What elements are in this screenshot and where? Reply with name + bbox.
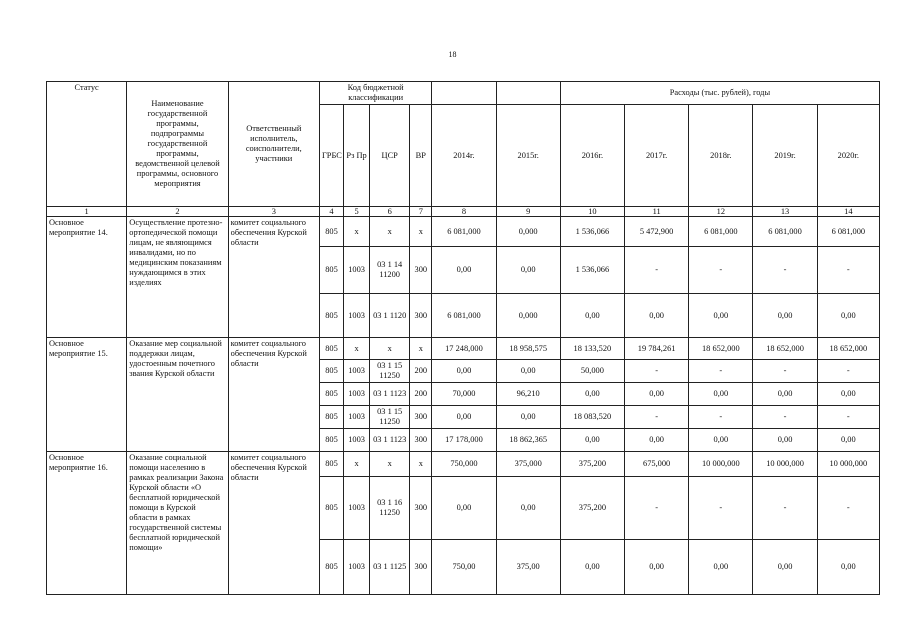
- cell-vr: 300: [410, 294, 432, 338]
- header-csr: ЦСР: [370, 105, 410, 207]
- cell-amount: 0,00: [817, 429, 879, 452]
- cell-grbs: 805: [319, 294, 343, 338]
- header-responsible: Ответственный исполнитель, соисполнители, участники: [228, 82, 319, 207]
- cell-amount: 6 081,000: [689, 217, 753, 247]
- cell-grbs: 805: [319, 477, 343, 540]
- row-responsible: комитет социального обеспечения Курской области: [228, 452, 319, 595]
- cell-vr: х: [410, 217, 432, 247]
- cell-amount: 18 958,575: [496, 338, 560, 360]
- column-number: 6: [370, 207, 410, 217]
- row-status: Основное мероприятие 16.: [47, 452, 127, 595]
- header-year-2020: 2020г.: [817, 105, 879, 207]
- cell-grbs: 805: [319, 217, 343, 247]
- header-expenses: Расходы (тыс. рублей), годы: [560, 82, 879, 105]
- cell-amount: 6 081,000: [432, 217, 496, 247]
- column-number: 8: [432, 207, 496, 217]
- header-vr: ВР: [410, 105, 432, 207]
- cell-csr: х: [370, 338, 410, 360]
- cell-amount: -: [689, 247, 753, 294]
- cell-amount: 0,000: [496, 217, 560, 247]
- cell-amount: -: [817, 360, 879, 383]
- cell-amount: -: [753, 477, 817, 540]
- cell-rzpr: 1003: [344, 540, 370, 595]
- cell-amount: 10 000,000: [689, 452, 753, 477]
- cell-vr: х: [410, 452, 432, 477]
- cell-rzpr: х: [344, 452, 370, 477]
- header-year-2018: 2018г.: [689, 105, 753, 207]
- cell-amount: 0,00: [432, 477, 496, 540]
- cell-amount: 0,00: [496, 247, 560, 294]
- column-number: 1: [47, 207, 127, 217]
- cell-amount: 0,00: [496, 360, 560, 383]
- cell-amount: 750,00: [432, 540, 496, 595]
- cell-amount: 17 178,000: [432, 429, 496, 452]
- column-number: 13: [753, 207, 817, 217]
- cell-amount: 0,00: [625, 429, 689, 452]
- header-year-2015: 2015г.: [496, 105, 560, 207]
- cell-amount: 18 652,000: [689, 338, 753, 360]
- row-responsible: комитет социального обеспечения Курской области: [228, 217, 319, 338]
- cell-amount: 0,00: [817, 383, 879, 406]
- header-empty-9: [496, 82, 560, 105]
- column-number: 12: [689, 207, 753, 217]
- cell-vr: 300: [410, 429, 432, 452]
- cell-amount: 18 652,000: [817, 338, 879, 360]
- cell-amount: 0,00: [496, 406, 560, 429]
- cell-amount: 18 083,520: [560, 406, 624, 429]
- table-body: [47, 82, 880, 595]
- cell-csr: 03 1 1123: [370, 383, 410, 406]
- table-row: [47, 217, 880, 247]
- cell-amount: 6 081,000: [817, 217, 879, 247]
- cell-amount: 19 784,261: [625, 338, 689, 360]
- column-number: 5: [344, 207, 370, 217]
- cell-amount: 0,00: [432, 360, 496, 383]
- cell-vr: 200: [410, 360, 432, 383]
- row-status: Основное мероприятие 14.: [47, 217, 127, 338]
- header-year-2019: 2019г.: [753, 105, 817, 207]
- cell-amount: 375,00: [496, 540, 560, 595]
- cell-csr: 03 1 1123: [370, 429, 410, 452]
- row-name: Оказание мер социальной поддержки лицам, удостоенным почетного звания Курской области: [127, 338, 228, 452]
- cell-amount: 0,00: [689, 429, 753, 452]
- cell-vr: 300: [410, 406, 432, 429]
- cell-amount: 70,000: [432, 383, 496, 406]
- cell-amount: 1 536,066: [560, 247, 624, 294]
- row-status: Основное мероприятие 15.: [47, 338, 127, 452]
- header-year-2017: 2017г.: [625, 105, 689, 207]
- cell-amount: 0,00: [432, 406, 496, 429]
- cell-rzpr: 1003: [344, 429, 370, 452]
- cell-csr: 03 1 14 11200: [370, 247, 410, 294]
- column-number: 10: [560, 207, 624, 217]
- cell-amount: 18 862,365: [496, 429, 560, 452]
- cell-vr: х: [410, 338, 432, 360]
- cell-amount: 0,00: [560, 383, 624, 406]
- cell-rzpr: 1003: [344, 477, 370, 540]
- cell-amount: -: [625, 360, 689, 383]
- cell-amount: 0,00: [817, 294, 879, 338]
- cell-vr: 300: [410, 540, 432, 595]
- cell-amount: 18 133,520: [560, 338, 624, 360]
- cell-amount: -: [625, 477, 689, 540]
- column-number: 9: [496, 207, 560, 217]
- column-number: 2: [127, 207, 228, 217]
- cell-amount: 375,200: [560, 452, 624, 477]
- cell-amount: 50,000: [560, 360, 624, 383]
- budget-table: [46, 81, 880, 595]
- cell-amount: 375,200: [560, 477, 624, 540]
- cell-csr: 03 1 15 11250: [370, 360, 410, 383]
- table-row: [47, 338, 880, 360]
- cell-amount: 675,000: [625, 452, 689, 477]
- header-empty-8: [432, 82, 496, 105]
- header-status: Статус: [47, 82, 127, 207]
- cell-grbs: 805: [319, 429, 343, 452]
- cell-amount: 375,000: [496, 452, 560, 477]
- cell-amount: 10 000,000: [753, 452, 817, 477]
- cell-grbs: 805: [319, 540, 343, 595]
- cell-grbs: 805: [319, 452, 343, 477]
- header-rzpr: Рз Пр: [344, 105, 370, 207]
- cell-csr: 03 1 16 11250: [370, 477, 410, 540]
- cell-csr: х: [370, 217, 410, 247]
- cell-amount: 18 652,000: [753, 338, 817, 360]
- cell-rzpr: х: [344, 217, 370, 247]
- cell-amount: 0,00: [560, 540, 624, 595]
- cell-amount: 10 000,000: [817, 452, 879, 477]
- cell-amount: 0,00: [496, 477, 560, 540]
- cell-amount: -: [753, 360, 817, 383]
- column-number: 3: [228, 207, 319, 217]
- row-name: Осуществление протезно-ортопедической помощи лицам, не являющимся инвалидами, но по медицинским показаниям нуждающимся в этих изделиях: [127, 217, 228, 338]
- cell-rzpr: 1003: [344, 360, 370, 383]
- cell-amount: 0,00: [753, 294, 817, 338]
- cell-amount: 0,00: [817, 540, 879, 595]
- column-number: 14: [817, 207, 879, 217]
- row-name: Оказание социальной помощи населению в рамках реализации Закона Курской области «О бесплатной юридической помощи в Курской области в рамках государственной системы бесплатной юридической помощи»: [127, 452, 228, 595]
- cell-amount: 6 081,000: [432, 294, 496, 338]
- cell-amount: -: [689, 477, 753, 540]
- cell-csr: 03 1 1125: [370, 540, 410, 595]
- cell-amount: 0,000: [496, 294, 560, 338]
- cell-amount: -: [625, 406, 689, 429]
- header-year-2014: 2014г.: [432, 105, 496, 207]
- column-numbers-row: [47, 207, 880, 217]
- cell-csr: х: [370, 452, 410, 477]
- cell-amount: -: [817, 477, 879, 540]
- cell-amount: 0,00: [560, 294, 624, 338]
- cell-amount: 750,000: [432, 452, 496, 477]
- header-name: Наименование государственной программы, подпрограммы государственной программы, ведомственной целевой программы, основного мероприятия: [127, 82, 228, 207]
- cell-amount: -: [753, 406, 817, 429]
- cell-amount: -: [817, 247, 879, 294]
- cell-amount: 0,00: [625, 540, 689, 595]
- header-budget-code: Код бюджетной классификации: [319, 82, 431, 105]
- cell-rzpr: 1003: [344, 383, 370, 406]
- cell-amount: 6 081,000: [753, 217, 817, 247]
- cell-amount: 0,00: [689, 294, 753, 338]
- cell-vr: 300: [410, 477, 432, 540]
- cell-amount: 0,00: [560, 429, 624, 452]
- cell-csr: 03 1 15 11250: [370, 406, 410, 429]
- cell-grbs: 805: [319, 406, 343, 429]
- cell-amount: 0,00: [753, 383, 817, 406]
- cell-rzpr: 1003: [344, 406, 370, 429]
- cell-amount: 0,00: [625, 383, 689, 406]
- cell-grbs: 805: [319, 247, 343, 294]
- cell-amount: 0,00: [432, 247, 496, 294]
- cell-grbs: 805: [319, 360, 343, 383]
- cell-amount: 0,00: [753, 429, 817, 452]
- cell-rzpr: 1003: [344, 247, 370, 294]
- column-number: 11: [625, 207, 689, 217]
- cell-amount: 0,00: [689, 540, 753, 595]
- cell-amount: 0,00: [625, 294, 689, 338]
- column-number: 7: [410, 207, 432, 217]
- cell-rzpr: х: [344, 338, 370, 360]
- cell-amount: 1 536,066: [560, 217, 624, 247]
- cell-amount: 5 472,900: [625, 217, 689, 247]
- cell-amount: -: [625, 247, 689, 294]
- page-number: 18: [448, 50, 457, 59]
- cell-vr: 200: [410, 383, 432, 406]
- cell-amount: -: [753, 247, 817, 294]
- cell-amount: 17 248,000: [432, 338, 496, 360]
- cell-amount: -: [689, 406, 753, 429]
- cell-vr: 300: [410, 247, 432, 294]
- cell-amount: -: [817, 406, 879, 429]
- cell-rzpr: 1003: [344, 294, 370, 338]
- header-grbs: ГРБС: [319, 105, 343, 207]
- cell-grbs: 805: [319, 383, 343, 406]
- column-number: 4: [319, 207, 343, 217]
- cell-amount: 0,00: [753, 540, 817, 595]
- cell-csr: 03 1 1120: [370, 294, 410, 338]
- header-year-2016: 2016г.: [560, 105, 624, 207]
- cell-amount: 96,210: [496, 383, 560, 406]
- row-responsible: комитет социального обеспечения Курской области: [228, 338, 319, 452]
- cell-amount: -: [689, 360, 753, 383]
- cell-amount: 0,00: [689, 383, 753, 406]
- table-row: [47, 452, 880, 477]
- header-row-1: [47, 82, 880, 105]
- cell-grbs: 805: [319, 338, 343, 360]
